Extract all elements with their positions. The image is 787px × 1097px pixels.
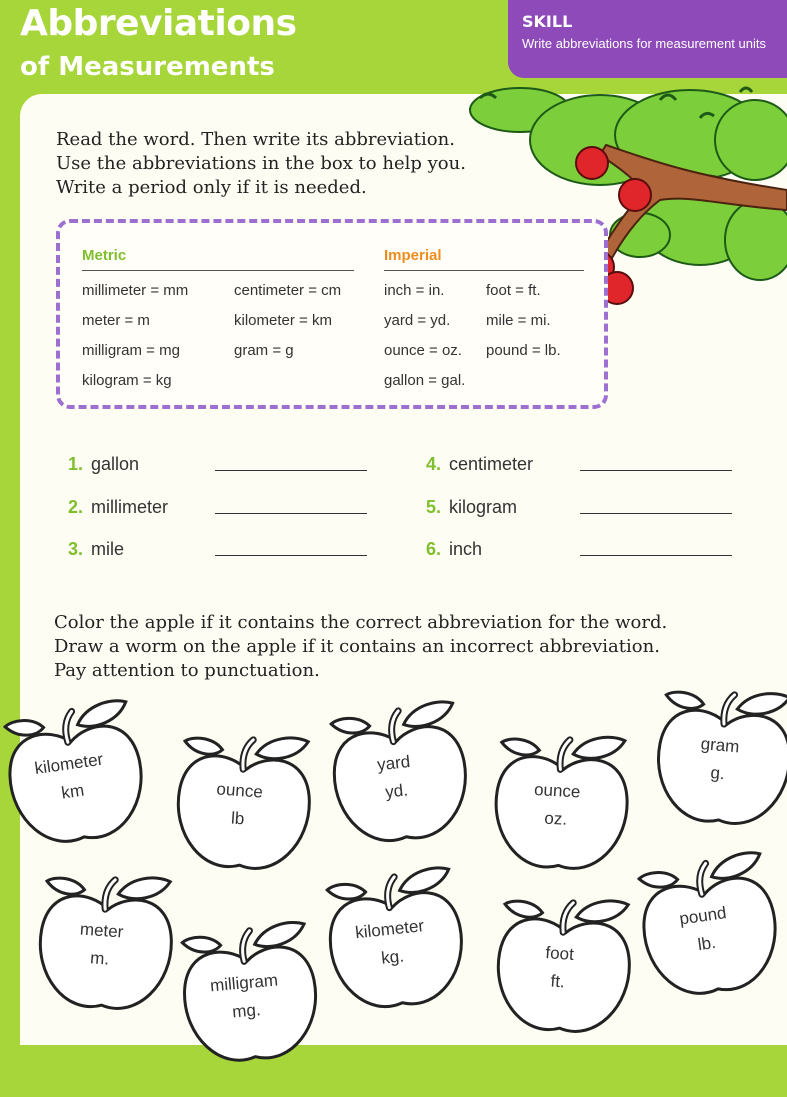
abbreviation-reference-box xyxy=(56,219,608,409)
metric-entry: millimeter = mm xyxy=(82,282,189,299)
metric-heading: Metric xyxy=(82,247,127,264)
question-word: millimeter xyxy=(91,497,169,517)
question-number: 6. xyxy=(426,539,442,559)
top-instructions xyxy=(56,128,466,200)
apple-word: pound xyxy=(678,903,728,929)
instruction-line: Use the abbreviations in the box to help you. xyxy=(56,153,466,174)
apple-abbreviation: oz. xyxy=(543,808,568,829)
question-number: 4. xyxy=(426,454,442,474)
apple-abbreviation: kg. xyxy=(380,946,405,968)
title-line-2: of Measurements xyxy=(20,52,275,82)
answer-blank[interactable] xyxy=(215,470,367,471)
apple-abbreviation: g. xyxy=(709,763,726,784)
question-number: 5. xyxy=(426,497,442,517)
apple-abbreviation: lb. xyxy=(696,932,717,955)
answer-blank[interactable] xyxy=(215,513,367,514)
metric-entry: centimeter = cm xyxy=(234,282,342,299)
apple-abbreviation: ft. xyxy=(549,971,566,992)
apple-abbreviation: lb xyxy=(230,808,245,829)
question-item xyxy=(426,497,517,518)
apple-item[interactable] xyxy=(0,689,183,881)
metric-entry: kilometer = km xyxy=(234,312,332,329)
question-word: kilogram xyxy=(449,497,518,517)
question-item xyxy=(426,539,482,560)
question-item xyxy=(68,539,124,560)
question-word: centimeter xyxy=(449,454,534,474)
apple-item[interactable] xyxy=(314,858,501,1045)
metric-entry: gram = g xyxy=(234,342,294,359)
apple-abbreviation: mg. xyxy=(231,1000,262,1022)
imperial-entry: pound = lb. xyxy=(486,342,561,359)
apple-abbreviation: m. xyxy=(89,948,110,969)
apple-abbreviation: yd. xyxy=(384,780,409,802)
instruction-line: Color the apple if it contains the correct abbreviation for the word. xyxy=(54,612,668,633)
apple-word: milligram xyxy=(209,970,279,996)
apple-word: kilometer xyxy=(33,749,105,779)
apple-word: ounce xyxy=(533,780,581,802)
instruction-line: Draw a worm on the apple if it contains an incorrect abbreviation. xyxy=(54,636,660,657)
bottom-instructions xyxy=(54,611,667,683)
apple-item[interactable] xyxy=(641,678,787,862)
skill-heading: SKILL xyxy=(522,12,573,31)
imperial-entry: gallon = gal. xyxy=(384,372,466,389)
imperial-heading: Imperial xyxy=(384,247,442,264)
apple-item[interactable] xyxy=(625,841,787,1033)
metric-entry: kilogram = kg xyxy=(82,372,172,389)
skill-description: Write abbreviations for measurement units xyxy=(522,36,766,51)
question-word: mile xyxy=(91,539,125,559)
answer-blank[interactable] xyxy=(580,470,732,471)
title-line-1: Abbreviations xyxy=(20,3,297,44)
instruction-line: Pay attention to punctuation. xyxy=(54,660,320,681)
imperial-entry: mile = mi. xyxy=(486,312,551,329)
imperial-entry: foot = ft. xyxy=(486,282,541,299)
instruction-line: Write a period only if it is needed. xyxy=(56,177,367,198)
question-number: 2. xyxy=(68,497,84,517)
answer-blank[interactable] xyxy=(580,513,732,514)
apple-word: foot xyxy=(544,943,575,964)
imperial-divider xyxy=(384,270,584,271)
imperial-entry: ounce = oz. xyxy=(384,342,462,359)
apple-word: gram xyxy=(699,734,741,757)
metric-entry: meter = m xyxy=(82,312,150,329)
apple-word: ounce xyxy=(215,779,264,802)
answer-blank[interactable] xyxy=(215,555,367,556)
question-number: 1. xyxy=(68,454,84,474)
apple-abbreviation: km xyxy=(60,780,86,803)
metric-entry: milligram = mg xyxy=(82,342,180,359)
apple-word: yard xyxy=(376,752,412,775)
instruction-line: Read the word. Then write its abbreviation. xyxy=(56,129,455,150)
question-number: 3. xyxy=(68,539,84,559)
question-item xyxy=(68,497,168,518)
question-item xyxy=(68,454,139,475)
question-item xyxy=(426,454,533,475)
imperial-entry: yard = yd. xyxy=(384,312,451,329)
apple-word: kilometer xyxy=(354,916,425,943)
imperial-entry: inch = in. xyxy=(384,282,445,299)
question-word: gallon xyxy=(91,454,140,474)
apple-item[interactable] xyxy=(318,692,505,879)
question-word: inch xyxy=(449,539,483,559)
answer-blank[interactable] xyxy=(580,555,732,556)
apple-word: meter xyxy=(79,919,125,942)
metric-divider xyxy=(82,270,354,271)
